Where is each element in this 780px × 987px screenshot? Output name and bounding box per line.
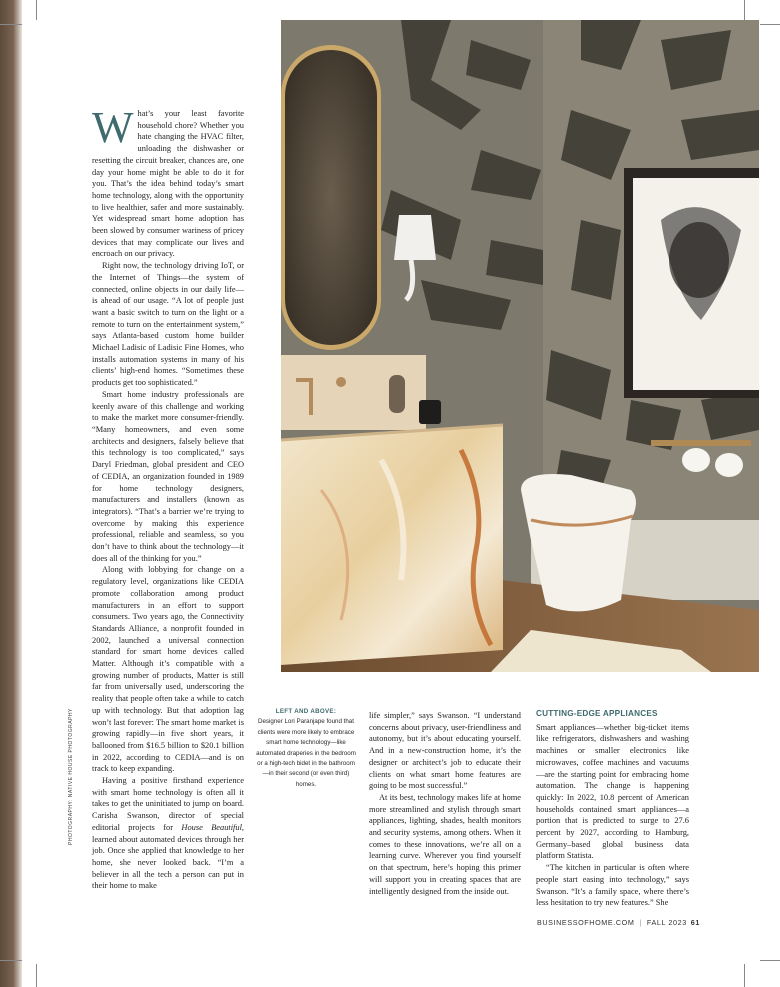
article-column-4 bbox=[536, 708, 689, 909]
paragraph: life simpler,” says Swanson. “I understand concerns about privacy, user-friendliness and autonomy, but it’s about educating yourself. And in a new-construction home, it’s the designer or architect’s job to educate their clients on what smart home features are going to be most successful.” bbox=[369, 711, 521, 791]
paragraph: Along with lobbying for change on a regulatory level, organizations like CEDIA promote collaboration among product manufacturers in an effort to support consumers. Two years ago, the Connectivity Standards Alliance, a nonprofit founded in 2002, launched a universal connection standard for smart home devices called Matter. Although it’s compatible with a growing number of products, Matter is still far from universally used, underscoring the reality that people often take a while to catch up with technology. But that adoption lag won’t last forever: The smart home market is growing rapidly—in five short years, it ballooned from $16.5 billion to $20.1 billion in 2022, according to CEDIA—and is on track to keep expanding. bbox=[92, 565, 244, 774]
article-column-1 bbox=[92, 103, 244, 892]
paragraph-intro: What’s your least favorite household chore? Whether you hate changing the HVAC filter, unloading the dishwasher or resetting the circuit breaker, chances are, one day your home might be able to do it for you. That’s the idea behind today’s smart home technology, along with the opportunity to live healthier, safer and more sustainably. Yet widespread smart home adoption has been slowed by consumer wariness of pricey devices that may complicate our lives and encroach on our privacy. bbox=[92, 103, 244, 259]
page-number: 61 bbox=[690, 918, 700, 927]
crop-mark bbox=[0, 24, 22, 25]
footer-site: BUSINESSOFHOME.COM bbox=[536, 918, 635, 927]
paragraph: “The kitchen in particular is often where people start easing into technology,” says Swanson. “It’s a family space, where there’s less hesitation to try new features.” She bbox=[536, 863, 689, 908]
crop-mark bbox=[744, 964, 745, 987]
section-heading: CUTTING-EDGE APPLIANCES bbox=[536, 709, 658, 718]
crop-mark bbox=[36, 964, 37, 987]
adjacent-page-edge bbox=[0, 0, 22, 987]
caption-text: Designer Lori Paranjape found that clients were more likely to embrace smart home technology—like automated draperies in the bedroom or a high-tech bidet in the bathroom—in their second (or even third) homes. bbox=[256, 718, 356, 788]
paragraph: Having a positive firsthand experience with smart home technology is often all it takes to get the uninitiated to jump on board. Carisha Swanson, director of special editorial projects for House Beautiful, learned about automated devices through her job. Once she applied that knowledge to her home, she never looked back. “I’m a believer in all the tech a person can put in their home to make bbox=[92, 776, 244, 891]
article-column-3 bbox=[369, 710, 521, 897]
paragraph: Smart appliances—whether big-ticket items like refrigerators, dishwashers and washing machines or smaller electronics like microwaves, coffee machines and vacuums—are the starting point for embracing home automation. The change is happening quickly: In 2022, 10.8 percent of American households contained smart appliances—a portion that is predicted to surge to 27.6 percent by 2027, according to Hamburg, Germany–based global business data platform Statista. bbox=[536, 722, 689, 861]
drop-cap: W bbox=[92, 103, 134, 152]
footer-separator: | bbox=[639, 918, 642, 927]
crop-mark bbox=[36, 0, 37, 20]
crop-mark bbox=[0, 960, 22, 961]
crop-mark bbox=[744, 0, 745, 20]
bathroom-photo bbox=[281, 20, 759, 672]
photo-caption bbox=[256, 707, 356, 790]
caption-heading: LEFT AND ABOVE: bbox=[275, 708, 337, 715]
crop-mark bbox=[760, 24, 780, 25]
crop-mark bbox=[760, 960, 780, 961]
page-footer bbox=[520, 918, 700, 927]
paragraph: At its best, technology makes life at home more streamlined and stylish through smart appliances, lighting, shades, health monitors and security systems, among others. When it comes to these innovations, we’re all on a learning curve. Wherever you find yourself on that spectrum, here’s hoping this primer will support you in creating spaces that are intelligently designed from the inside out. bbox=[369, 792, 521, 896]
paragraph: Smart home industry professionals are keenly aware of this challenge and working to make the market more consumer-friendly. “Many homeowners, and even some architects and designers, falsely believe that this technology is too complicated,” says Daryl Friedman, global president and CEO of CEDIA, an organization founded in 1989 for home technology designers, manufacturers and installers (known as integrators). “That’s a barrier we’re trying to overcome by making this experience professional, reliable and seamless, so you don’t have to think about the technology—it does all of the thinking for you.” bbox=[92, 389, 244, 563]
photo-credit: PHOTOGRAPHY: NATIVE HOUSE PHOTOGRAPHY bbox=[68, 708, 74, 845]
bathroom-illustration bbox=[281, 20, 759, 672]
paragraph: Right now, the technology driving IoT, or the Internet of Things—the system of connected, online objects in our daily life—is ahead of our usage. “A lot of people just want a basic switch to turn on the light or a remote to turn on the entertainment system,” says Atlanta-based custom home builder Michael Ladisic of Ladisic Fine Homes, who installs automation systems in many of his clients’ high-end homes. “Sometimes these products get too sophisticated.” bbox=[92, 261, 244, 388]
footer-issue: FALL 2023 bbox=[646, 918, 687, 927]
